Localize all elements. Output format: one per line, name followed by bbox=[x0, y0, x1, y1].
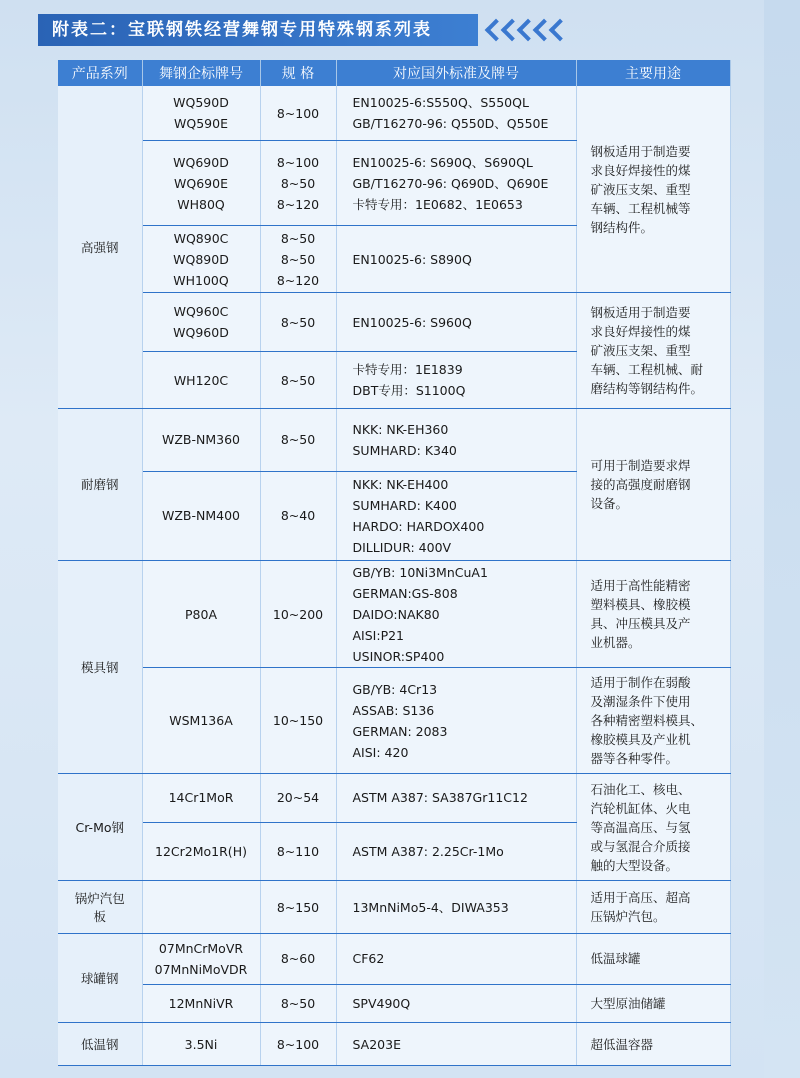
cell-line: GERMAN: 2083 bbox=[352, 723, 448, 739]
cell-line: 钢板适用于制造要 bbox=[590, 143, 691, 159]
cell-series: 低温钢 bbox=[58, 1023, 142, 1066]
cell-line: 可用于制造要求焊 bbox=[590, 457, 691, 473]
cell-series: 锅炉汽包板 bbox=[58, 881, 142, 934]
cell-line: 12MnNiVR bbox=[168, 996, 234, 1012]
cell-line: 8~120 bbox=[276, 196, 320, 212]
cell-line: SUMHARD: K400 bbox=[352, 497, 457, 513]
cell-grade bbox=[142, 471, 260, 560]
cell-grade bbox=[142, 561, 260, 668]
cell-line: 卡特专用：1E1839 bbox=[352, 362, 463, 378]
cell-line: 适用于高性能精密 bbox=[590, 578, 691, 594]
cell-line: 超低温容器 bbox=[590, 1036, 654, 1052]
cell-line: SA203E bbox=[352, 1036, 401, 1052]
cell-std bbox=[336, 1023, 576, 1066]
cell-line: 矿液压支架、重型 bbox=[590, 343, 691, 359]
cell-line: DILLIDUR: 400V bbox=[352, 539, 452, 555]
cell-line: 3.5Ni bbox=[184, 1036, 218, 1052]
cell-line: 13MnNiMo5-4、DIWA353 bbox=[352, 899, 509, 915]
steel-series-table bbox=[58, 60, 731, 1066]
cell-grade bbox=[142, 984, 260, 1023]
cell-std bbox=[336, 471, 576, 560]
cell-spec bbox=[260, 822, 336, 881]
cell-line: 低温球罐 bbox=[590, 951, 641, 967]
cell-line: 具、冲压模具及产 bbox=[590, 616, 691, 632]
cell-std bbox=[336, 881, 576, 934]
cell-line: AISI:P21 bbox=[352, 627, 405, 643]
cell-line: P80A bbox=[185, 606, 217, 622]
cell-series: 高强钢 bbox=[58, 86, 142, 408]
cell-use bbox=[576, 773, 730, 880]
cell-spec bbox=[260, 352, 336, 409]
cell-line: CF62 bbox=[352, 951, 385, 967]
cell-spec bbox=[260, 934, 336, 985]
cell-line: ASTM A387: 2.25Cr-1Mo bbox=[352, 843, 504, 859]
cell-line: 求良好焊接性的煤 bbox=[590, 324, 691, 340]
cell-line: GB/T16270-96: Q550D、Q550E bbox=[352, 116, 549, 132]
cell-std bbox=[336, 668, 576, 773]
cell-grade bbox=[142, 1023, 260, 1066]
cell-std bbox=[336, 984, 576, 1023]
cell-use bbox=[576, 881, 730, 934]
cell-line: ASSAB: S136 bbox=[352, 702, 435, 718]
cell-line: WQ890C bbox=[173, 230, 229, 246]
cell-std bbox=[336, 773, 576, 822]
chevron-decoration bbox=[482, 14, 572, 46]
cell-line: 10~200 bbox=[272, 606, 324, 622]
cell-line: WQ590E bbox=[174, 116, 228, 132]
cell-line: WQ890D bbox=[173, 251, 229, 267]
page-title: 附表二：宝联钢铁经营舞钢专用特殊钢系列表 bbox=[52, 20, 432, 40]
cell-line: 8~150 bbox=[276, 899, 320, 915]
cell-line: 适用于制作在弱酸 bbox=[590, 675, 691, 691]
cell-std bbox=[336, 293, 576, 352]
cell-line: WQ590D bbox=[173, 95, 229, 111]
cell-grade bbox=[142, 881, 260, 934]
cell-line: 8~50 bbox=[280, 230, 316, 246]
cell-line: 车辆、工程机械、耐 bbox=[590, 362, 704, 378]
cell-line: ASTM A387: SA387Gr11C12 bbox=[352, 790, 528, 806]
cell-line: NKK: NK-EH400 bbox=[352, 476, 449, 492]
cell-line: WQ690D bbox=[173, 154, 229, 170]
cell-line: 8~50 bbox=[280, 314, 316, 330]
cell-line: GERMAN:GS-808 bbox=[352, 585, 458, 601]
cell-spec bbox=[260, 773, 336, 822]
cell-line: 8~40 bbox=[280, 508, 316, 524]
cell-line: EN10025-6: S690Q、S690QL bbox=[352, 154, 533, 170]
cell-grade bbox=[142, 773, 260, 822]
cell-line: 各种精密塑料模具、 bbox=[590, 713, 704, 729]
cell-std bbox=[336, 561, 576, 668]
cell-grade bbox=[142, 934, 260, 985]
cell-line: 14Cr1MoR bbox=[168, 790, 234, 806]
table-row bbox=[58, 86, 730, 141]
cell-line: 钢板适用于制造要 bbox=[590, 305, 691, 321]
cell-line: 12Cr2Mo1R(H) bbox=[155, 843, 247, 859]
cell-line: 大型原油储罐 bbox=[590, 996, 666, 1012]
cell-grade bbox=[142, 86, 260, 141]
cell-std bbox=[336, 86, 576, 141]
cell-line: WSM136A bbox=[169, 713, 233, 729]
cell-spec bbox=[260, 293, 336, 352]
cell-line: SPV490Q bbox=[352, 996, 411, 1012]
cell-line: 8~50 bbox=[280, 372, 316, 388]
cell-line: 8~110 bbox=[276, 843, 320, 859]
cell-line: 矿液压支架、重型 bbox=[590, 181, 691, 197]
cell-std bbox=[336, 141, 576, 226]
cell-std bbox=[336, 352, 576, 409]
cell-grade bbox=[142, 822, 260, 881]
cell-line: WQ960C bbox=[173, 304, 229, 320]
cell-line: USINOR:SP400 bbox=[352, 648, 445, 664]
cell-grade bbox=[142, 226, 260, 293]
cell-line: 汽轮机缸体、火电 bbox=[590, 800, 691, 816]
cell-line: GB/YB: 10Ni3MnCuA1 bbox=[352, 564, 488, 580]
table-row bbox=[58, 1023, 730, 1066]
cell-line: 8~120 bbox=[276, 272, 320, 288]
cell-spec bbox=[260, 668, 336, 773]
cell-line: 橡胶模具及产业机 bbox=[590, 732, 691, 748]
cell-line: 8~50 bbox=[280, 175, 316, 191]
cell-line: 07MnNiMoVDR bbox=[154, 961, 248, 977]
cell-line: NKK: NK-EH360 bbox=[352, 421, 449, 437]
cell-spec bbox=[260, 1023, 336, 1066]
cell-use bbox=[576, 1023, 730, 1066]
cell-spec bbox=[260, 881, 336, 934]
cell-line: WH120C bbox=[173, 372, 229, 388]
cell-line: AISI: 420 bbox=[352, 744, 409, 760]
cell-series: Cr-Mo钢 bbox=[58, 773, 142, 880]
cell-line: GB/T16270-96: Q690D、Q690E bbox=[352, 175, 549, 191]
cell-spec bbox=[260, 408, 336, 471]
cell-std bbox=[336, 226, 576, 293]
cell-grade bbox=[142, 352, 260, 409]
cell-std bbox=[336, 934, 576, 985]
cell-line: WH100Q bbox=[173, 272, 229, 288]
cell-line: DBT专用：S1100Q bbox=[352, 383, 466, 399]
cell-line: GB/YB: 4Cr13 bbox=[352, 681, 438, 697]
cell-line: 石油化工、核电、 bbox=[590, 781, 691, 797]
cell-line: 压锅炉汽包。 bbox=[590, 909, 666, 925]
cell-line: 塑料模具、橡胶模 bbox=[590, 597, 691, 613]
cell-line: 器等各种零件。 bbox=[590, 751, 679, 767]
cell-line: WZB-NM400 bbox=[161, 508, 240, 524]
cell-line: SUMHARD: K340 bbox=[352, 442, 457, 458]
cell-line: 8~100 bbox=[276, 154, 320, 170]
right-margin-strip bbox=[764, 0, 800, 1078]
table-body bbox=[58, 86, 730, 1066]
cell-line: 设备。 bbox=[590, 495, 629, 511]
cell-spec bbox=[260, 226, 336, 293]
cell-spec bbox=[260, 984, 336, 1023]
cell-use bbox=[576, 86, 730, 293]
table-row bbox=[58, 934, 730, 985]
cell-use bbox=[576, 668, 730, 773]
cell-line: 07MnCrMoVR bbox=[158, 940, 244, 956]
cell-line: 磨结构等钢结构件。 bbox=[590, 381, 704, 397]
chevron-left-icon bbox=[549, 19, 572, 42]
cell-line: 8~50 bbox=[280, 251, 316, 267]
cell-line: WQ690E bbox=[174, 175, 228, 191]
cell-series: 球罐钢 bbox=[58, 934, 142, 1023]
cell-line: 及潮湿条件下使用 bbox=[590, 694, 691, 710]
cell-grade bbox=[142, 293, 260, 352]
steel-series-table-container bbox=[58, 60, 730, 1066]
cell-line: 钢结构件。 bbox=[590, 219, 654, 235]
cell-line: 等高温高压、与氢 bbox=[590, 819, 691, 835]
header-std: 对应国外标准及牌号 bbox=[336, 60, 576, 86]
cell-line: 或与氢混合介质接 bbox=[590, 838, 691, 854]
cell-line: 8~50 bbox=[280, 432, 316, 448]
cell-line: 接的高强度耐磨钢 bbox=[590, 476, 691, 492]
cell-line: HARDO: HARDOX400 bbox=[352, 518, 485, 534]
cell-line: EN10025-6: S890Q bbox=[352, 251, 472, 267]
table-row bbox=[58, 561, 730, 668]
cell-line: 求良好焊接性的煤 bbox=[590, 162, 691, 178]
table-header-row bbox=[58, 60, 730, 86]
cell-line: DAIDO:NAK80 bbox=[352, 606, 440, 622]
cell-line: 卡特专用：1E0682、1E0653 bbox=[352, 196, 523, 212]
cell-line: 车辆、工程机械等 bbox=[590, 200, 691, 216]
cell-series: 耐磨钢 bbox=[58, 408, 142, 560]
cell-spec bbox=[260, 471, 336, 560]
cell-use bbox=[576, 984, 730, 1023]
cell-use bbox=[576, 408, 730, 560]
cell-use bbox=[576, 561, 730, 668]
cell-spec bbox=[260, 141, 336, 226]
cell-use bbox=[576, 293, 730, 409]
table-row bbox=[58, 881, 730, 934]
header-series: 产品系列 bbox=[58, 60, 142, 86]
table-row bbox=[58, 408, 730, 471]
table-row bbox=[58, 773, 730, 822]
cell-line: 触的大型设备。 bbox=[590, 857, 679, 873]
cell-std bbox=[336, 822, 576, 881]
cell-series: 模具钢 bbox=[58, 561, 142, 774]
cell-use bbox=[576, 934, 730, 985]
cell-line: 8~100 bbox=[276, 105, 320, 121]
cell-grade bbox=[142, 668, 260, 773]
cell-line: WH80Q bbox=[177, 196, 225, 212]
cell-grade bbox=[142, 408, 260, 471]
cell-line: 8~50 bbox=[280, 996, 316, 1012]
header-spec: 规 格 bbox=[260, 60, 336, 86]
cell-grade bbox=[142, 141, 260, 226]
cell-line: 20~54 bbox=[276, 790, 320, 806]
cell-line: WQ960D bbox=[173, 325, 229, 341]
cell-line: 业机器。 bbox=[590, 635, 641, 651]
cell-line: 10~150 bbox=[272, 713, 324, 729]
cell-line: 适用于高压、超高 bbox=[590, 890, 691, 906]
cell-line: EN10025-6:S550Q、S550QL bbox=[352, 95, 529, 111]
cell-line: 8~100 bbox=[276, 1036, 320, 1052]
cell-line: EN10025-6: S960Q bbox=[352, 314, 472, 330]
cell-spec bbox=[260, 86, 336, 141]
cell-line: WZB-NM360 bbox=[161, 432, 240, 448]
cell-line: 8~60 bbox=[280, 951, 316, 967]
cell-std bbox=[336, 408, 576, 471]
table-row bbox=[58, 668, 730, 773]
header-use: 主要用途 bbox=[576, 60, 730, 86]
table-row bbox=[58, 984, 730, 1023]
cell-spec bbox=[260, 561, 336, 668]
header-grade: 舞钢企标牌号 bbox=[142, 60, 260, 86]
table-row bbox=[58, 293, 730, 352]
